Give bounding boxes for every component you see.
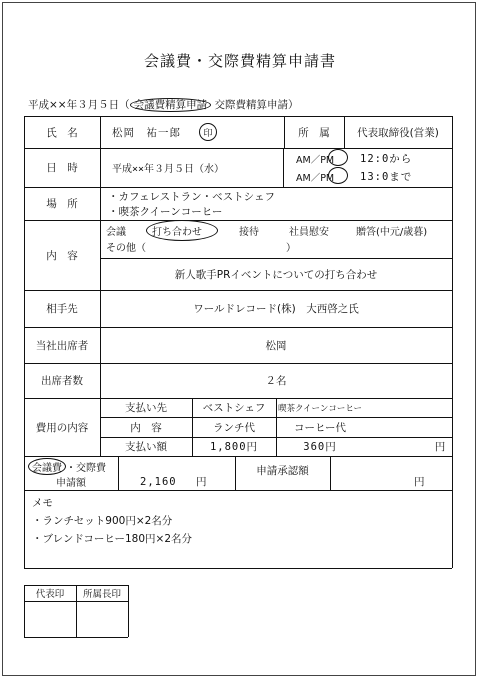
- amount-2[interactable]: 360円: [303, 441, 337, 453]
- payee-2[interactable]: 喫茶クイーンコーヒー: [277, 403, 363, 414]
- type-meeting[interactable]: 会議: [106, 226, 126, 238]
- desc-2[interactable]: コーヒー代: [293, 421, 347, 434]
- end-time[interactable]: 13:0まで: [360, 171, 413, 183]
- seal-mark: 印: [199, 123, 217, 141]
- request-type-line: [28, 458, 106, 474]
- memo-line-1[interactable]: ・ランチセット900円×2名分: [32, 514, 173, 527]
- type-gift[interactable]: 贈答(中元/歳暮): [356, 226, 428, 238]
- datetime-label: 日 時: [46, 162, 78, 174]
- place-line-1[interactable]: ・カフェレストラン・ベストシェフ: [108, 190, 275, 203]
- affiliation-label: 所 属: [298, 126, 330, 139]
- request-amount-value[interactable]: 2,160: [140, 475, 177, 488]
- ampm-end[interactable]: AM／PM: [296, 172, 335, 184]
- approved-amount-yen: 円: [414, 476, 425, 488]
- rep-stamp-box[interactable]: [25, 602, 76, 637]
- name-value: 松岡 祐一郎: [112, 126, 181, 139]
- name-label: 氏 名: [46, 126, 78, 139]
- memo-label: メモ: [32, 496, 53, 509]
- desc-1[interactable]: ランチ代: [213, 421, 255, 434]
- approved-amount-label: 申請承認額: [256, 464, 309, 477]
- count-value[interactable]: ２名: [265, 375, 287, 387]
- payee-1[interactable]: ベストシェフ: [202, 402, 266, 414]
- meeting-expense-circled[interactable]: 会議費: [28, 458, 66, 475]
- partner-value[interactable]: ワールドレコード(株) 大西啓之氏: [193, 303, 359, 315]
- pm-circle-end: [328, 167, 348, 184]
- affiliation-value[interactable]: 代表取締役(営業): [357, 126, 439, 139]
- type-other-close: ）: [286, 242, 296, 254]
- name-field[interactable]: [112, 116, 284, 148]
- type-entertainment[interactable]: 接待: [239, 226, 259, 238]
- pm-circle-start: [328, 149, 348, 166]
- amount-1[interactable]: 1,800円: [209, 441, 259, 453]
- payee-label: 支払い先: [125, 402, 167, 414]
- rep-stamp-label: 代表印: [35, 589, 65, 600]
- application-date: 平成××年３月５日: [28, 99, 120, 111]
- dept-stamp-box[interactable]: [77, 602, 128, 637]
- place-label: 場 所: [46, 198, 78, 210]
- expense-label: 費用の内容: [35, 421, 89, 434]
- type-other-open[interactable]: その他（: [106, 242, 146, 254]
- start-time[interactable]: 12:0から: [360, 153, 413, 165]
- ampm-start[interactable]: AM／PM: [296, 154, 335, 166]
- entertainment-expense-option[interactable]: 交際費精算申請）: [214, 99, 299, 111]
- partner-label: 相手先: [46, 303, 78, 315]
- attendee-label: 当社出席者: [35, 339, 89, 352]
- desc-label: 内 容: [130, 421, 162, 434]
- request-amount-label: 申請額: [56, 478, 86, 489]
- amount-yen: 円: [434, 441, 446, 453]
- meeting-expense-option[interactable]: 会議費精算申請: [130, 98, 212, 112]
- place-line-2[interactable]: ・喫茶クイーンコーヒー: [108, 205, 223, 218]
- request-type-rest[interactable]: ・交際費: [66, 462, 106, 474]
- date-line: 平成××年３月５日（ 会議費精算申請 交際費精算申請）: [28, 99, 299, 111]
- content-label: 内 容: [46, 249, 78, 262]
- content-detail[interactable]: 新人歌手PRイベントについての打ち合わせ: [174, 268, 378, 281]
- count-label: 出席者数: [41, 375, 83, 387]
- approved-amount-field[interactable]: [340, 466, 408, 486]
- type-discussion[interactable]: 打ち合わせ: [152, 226, 202, 238]
- form-title: 会議費・交際費精算申請書: [143, 52, 336, 70]
- meeting-date-value[interactable]: 平成××年３月５日（水）: [112, 164, 225, 175]
- discussion-circle: [146, 220, 218, 241]
- attendee-value[interactable]: 松岡: [265, 339, 287, 352]
- type-employee-welfare[interactable]: 社員慰安: [289, 226, 329, 238]
- request-amount-yen: 円: [196, 476, 207, 488]
- amount-label: 支払い額: [125, 441, 167, 453]
- memo-line-2[interactable]: ・ブレンドコーヒー180円×2名分: [32, 532, 192, 545]
- dept-stamp-label: 所属長印: [82, 589, 121, 600]
